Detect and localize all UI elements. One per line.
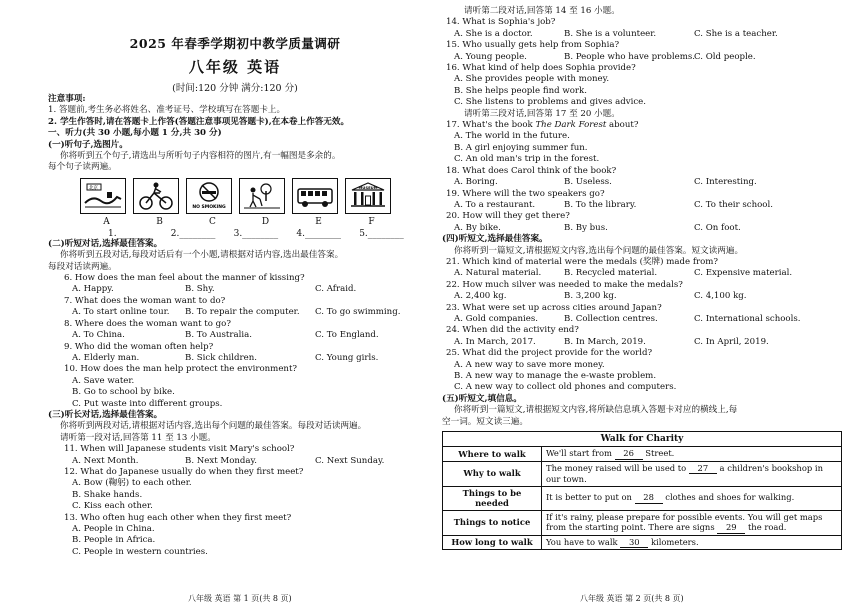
- picture-letter: A: [103, 216, 110, 227]
- part-heading: 一、听力(共 30 小题,每小题 1 分,共 30 分): [48, 128, 222, 139]
- section-instruction: 你将听到一篇短文,请根据短文内容,将所缺信息填入答题卡对应的横线上,每: [454, 405, 738, 416]
- option: C. In April, 2019.: [694, 336, 769, 347]
- option: B. Shy.: [185, 284, 215, 295]
- option-row: [48, 330, 422, 341]
- question-text: about?: [606, 120, 639, 131]
- notice-item: 1. 答题前,考生务必将姓名、准考证号、学校填写在答题卡上。: [48, 105, 286, 116]
- question: 10. How does the man help protect the environment?: [64, 364, 298, 375]
- option: C. To England.: [315, 330, 379, 341]
- question: 21. Which kind of material were the medals (奖牌) made from?: [446, 256, 719, 267]
- section-title: (三)听长对话,选择最佳答案。: [48, 409, 163, 420]
- table-row: [443, 461, 842, 486]
- section-instruction: 请听第三段对话,回答第 17 至 20 小题。: [464, 108, 620, 119]
- option: C. Next Sunday.: [315, 455, 385, 466]
- notice-heading: 注意事项:: [48, 94, 86, 104]
- option: A. People in China.: [72, 524, 155, 534]
- row-label: Things to notice: [443, 510, 542, 535]
- option: A. The world in the future.: [454, 131, 570, 142]
- option: C. To go swimming.: [315, 307, 401, 318]
- option: A. Bow (鞠躬) to each other.: [72, 478, 192, 489]
- question: 20. How will they get there?: [446, 211, 570, 222]
- grade-subject: 八年级 英语: [188, 58, 282, 76]
- option: A. Boring.: [454, 177, 498, 188]
- picture-letter: E: [315, 216, 322, 227]
- question: 24. When did the activity end?: [446, 325, 579, 336]
- option-row: [442, 291, 850, 302]
- section-title: (二)听短对话,选择最佳答案。: [48, 238, 163, 249]
- row-text: It is better to put on: [546, 492, 635, 503]
- option-row: [442, 52, 850, 63]
- option: C. Old people.: [694, 51, 756, 62]
- option: A. Elderly man.: [72, 352, 140, 363]
- answer-blank: 3.________: [233, 228, 279, 239]
- row-text: clothes and shoes for walking.: [662, 492, 795, 503]
- option-row: [48, 353, 422, 364]
- section-title: (四)听短文,选择最佳答案。: [442, 234, 548, 245]
- option: B. A girl enjoying summer fun.: [454, 142, 588, 153]
- section-title: (一)听句子,选图片。: [48, 139, 128, 150]
- picture-f: [345, 178, 391, 214]
- picture-c: [186, 178, 232, 214]
- picture-f-caption: MUSEUM: [358, 184, 378, 190]
- answer-blank: 4.________: [296, 228, 341, 239]
- section-title: (五)听短文,填信息。: [442, 393, 522, 404]
- option: A. She is a doctor.: [454, 28, 533, 39]
- option: C. She listens to problems and gives advice.: [454, 97, 646, 108]
- row-text: We'll start from: [546, 448, 615, 459]
- question: 25. What did the project provide for the world?: [446, 348, 653, 359]
- row-label: Things to be needed: [443, 486, 542, 510]
- option-row: [442, 200, 850, 211]
- page-footer: 八年级 英语 第 2 页(共 8 页): [580, 594, 684, 603]
- option-row: [442, 314, 850, 325]
- option: A. By bike.: [454, 222, 501, 233]
- option-row: [442, 337, 850, 348]
- option: B. Shake hands.: [72, 489, 143, 500]
- option: A. Save water.: [72, 375, 135, 386]
- option-row: [442, 223, 850, 234]
- option: B. People who have problems.: [564, 51, 696, 62]
- option: B. To Australia.: [185, 330, 252, 341]
- exam-page-2: [430, 0, 860, 608]
- option: A. In March, 2017.: [454, 336, 536, 347]
- option: B. Collection centres.: [564, 313, 658, 324]
- tree-planting-icon: [242, 181, 282, 211]
- question: 16. What kind of help does Sophia provide?: [446, 63, 636, 74]
- section-instruction: 每段对话读两遍。: [48, 261, 117, 272]
- option: A. To start online tour.: [72, 307, 170, 318]
- question: 13. Who often hug each other when they first meet?: [64, 512, 292, 523]
- section-instruction: 空一词。短文读三遍。: [442, 416, 528, 427]
- table-row: [443, 535, 842, 550]
- blank-29[interactable]: 29: [717, 522, 745, 534]
- option-row: [442, 177, 850, 188]
- blank-26[interactable]: 26: [615, 448, 643, 460]
- row-text: Street.: [642, 448, 675, 459]
- option: A. She provides people with money.: [454, 74, 610, 85]
- option: B. People in Africa.: [72, 535, 156, 546]
- option: A. 2,400 kg.: [454, 291, 507, 302]
- row-text: If it's rainy, please prepare for possible events. You will get maps from the starting point. There are signs: [546, 511, 823, 533]
- question: 22. How much silver was needed to make the medals?: [446, 279, 683, 290]
- answer-blanks: [108, 229, 422, 239]
- row-text: You have to walk: [546, 536, 621, 547]
- option: B. To the library.: [564, 199, 637, 210]
- section-instruction: 请听第一段对话,回答第 11 至 13 小题。: [60, 432, 216, 443]
- option-row: [48, 284, 422, 295]
- option: B. A new way to manage the e-waste problem.: [454, 371, 657, 381]
- picture-b: [133, 178, 179, 214]
- option: B. Useless.: [564, 177, 612, 188]
- option-row: [442, 268, 850, 279]
- option: B. She helps people find work.: [454, 85, 587, 96]
- picture-letter: F: [368, 216, 375, 227]
- option: C. Young girls.: [315, 352, 379, 363]
- row-text: the road.: [745, 522, 787, 533]
- exam-title: 2025 年春季学期初中教学质量调研: [129, 36, 341, 51]
- option: B. Recycled material.: [564, 268, 658, 279]
- picture-a: [80, 178, 126, 214]
- option: C. 4,100 kg.: [694, 291, 747, 302]
- option-row: [442, 29, 850, 40]
- question: [442, 120, 850, 131]
- question: 14. What is Sophia's job?: [446, 17, 556, 28]
- blank-30[interactable]: 30: [620, 537, 648, 549]
- no-smoking-icon: [189, 181, 229, 211]
- question: 6. How does the man feel about the manner of kissing?: [64, 273, 305, 284]
- option: B. She is a volunteer.: [564, 28, 657, 39]
- table-row: [443, 447, 842, 462]
- table-row: [443, 486, 842, 510]
- picture-row: [80, 178, 422, 214]
- notice-item: 2. 学生作答时,请在答题卡上作答(答题注意事项见答题卡),在本卷上作答无效。: [48, 116, 350, 127]
- option: B. 3,200 kg.: [564, 291, 617, 302]
- picture-a-caption: 北京: [89, 185, 98, 191]
- option: C. Expensive material.: [694, 268, 793, 279]
- row-content: [542, 461, 842, 486]
- page-footer: 八年级 英语 第 1 页(共 8 页): [188, 594, 292, 603]
- blank-27[interactable]: 27: [689, 463, 717, 475]
- option: A. To a restaurant.: [454, 199, 536, 210]
- option: B. Sick children.: [185, 352, 257, 363]
- option: B. By bus.: [564, 222, 608, 233]
- picture-d: [239, 178, 285, 214]
- blank-28[interactable]: 28: [635, 492, 663, 504]
- section-instruction: 每个句子读两遍。: [48, 162, 117, 173]
- option: C. On foot.: [694, 222, 741, 233]
- row-label: Where to walk: [443, 447, 542, 462]
- option: C. She is a teacher.: [694, 28, 778, 39]
- option: C. People in western countries.: [72, 546, 208, 557]
- museum-icon: [348, 181, 388, 211]
- question: 12. What do Japanese usually do when they first meet?: [64, 466, 304, 477]
- school-bus-icon: [295, 181, 335, 211]
- picture-letter: D: [261, 216, 270, 227]
- option: A. Next Month.: [72, 455, 139, 466]
- option: B. Next Monday.: [185, 455, 257, 466]
- row-content: [542, 447, 842, 462]
- row-label: Why to walk: [443, 461, 542, 486]
- option: C. International schools.: [694, 313, 801, 324]
- picture-letters: [80, 217, 422, 227]
- option: C. Afraid.: [315, 284, 357, 295]
- china-wall-icon: [83, 181, 123, 211]
- table-row: [443, 510, 842, 535]
- question-text: 17. What's the book: [446, 120, 536, 131]
- answer-blank: 2.________: [170, 228, 216, 239]
- charity-table: [442, 431, 842, 550]
- option: C. Kiss each other.: [72, 501, 153, 512]
- option: B. To repair the computer.: [185, 307, 300, 318]
- section-instruction: 你将听到两段对话,请根据对话内容,选出每个问题的最佳答案。每段对话读两遍。: [60, 421, 367, 432]
- row-text: kilometers.: [648, 536, 699, 547]
- option: B. In March, 2019.: [564, 336, 646, 347]
- row-content: [542, 510, 842, 535]
- option: A. Natural material.: [454, 268, 542, 279]
- option: A. Gold companies.: [454, 313, 538, 324]
- section-instruction: 请听第二段对话,回答第 14 至 16 小题。: [464, 6, 620, 16]
- option: C. A new way to collect old phones and computers.: [454, 382, 677, 393]
- option: C. Interesting.: [694, 177, 757, 188]
- option-row: [48, 456, 422, 467]
- question: 18. What does Carol think of the book?: [446, 165, 617, 176]
- option: A. A new way to save more money.: [454, 359, 605, 370]
- row-content: [542, 486, 842, 510]
- question: 19. Where will the two speakers go?: [446, 188, 605, 199]
- section-instruction: 你将听到五段对话,每段对话后有一个小题,请根据对话内容,选出最佳答案。: [60, 250, 344, 261]
- option: A. To China.: [72, 330, 125, 341]
- charity-table-title: Walk for Charity: [443, 432, 842, 447]
- question: 7. What does the woman want to do?: [64, 295, 226, 306]
- section-instruction: 你将听到五个句子,请选出与所听句子内容相符的图片,有一幅图是多余的。: [60, 151, 341, 162]
- option-row: [48, 307, 422, 318]
- time-score: (时间:120 分钟 满分:120 分): [172, 83, 298, 94]
- option: C. To their school.: [694, 199, 773, 210]
- section-instruction: 你将听到一篇短文,请根据短文内容,选出每个问题的最佳答案。短文读两遍。: [454, 245, 744, 256]
- question: 11. When will Japanese students visit Mary's school?: [64, 444, 295, 455]
- option: C. An old man's trip in the forest.: [454, 154, 600, 165]
- picture-e: [292, 178, 338, 214]
- row-content: [542, 535, 842, 550]
- row-text: a children's bookshop in our town.: [546, 462, 823, 485]
- option: C. Put waste into different groups.: [72, 398, 223, 409]
- question: 8. Where does the woman want to go?: [64, 318, 231, 329]
- option: A. Happy.: [72, 284, 114, 295]
- cyclist-icon: [136, 181, 176, 211]
- option: A. Young people.: [454, 51, 527, 62]
- question: 15. Who usually gets help from Sophia?: [446, 40, 620, 51]
- picture-c-caption: NO SMOKING: [192, 204, 226, 210]
- question: 9. Who did the woman often help?: [64, 341, 214, 352]
- picture-letter: C: [209, 216, 216, 227]
- row-text: The money raised will be used to: [546, 462, 689, 473]
- question: 23. What were set up across cities around Japan?: [446, 302, 662, 313]
- book-title: The Dark Forest: [535, 120, 607, 131]
- answer-blank: 1.________: [108, 228, 153, 239]
- row-label: How long to walk: [443, 535, 542, 550]
- picture-letter: B: [156, 216, 163, 227]
- option: B. Go to school by bike.: [72, 387, 175, 398]
- answer-blank: 5.________: [359, 228, 404, 239]
